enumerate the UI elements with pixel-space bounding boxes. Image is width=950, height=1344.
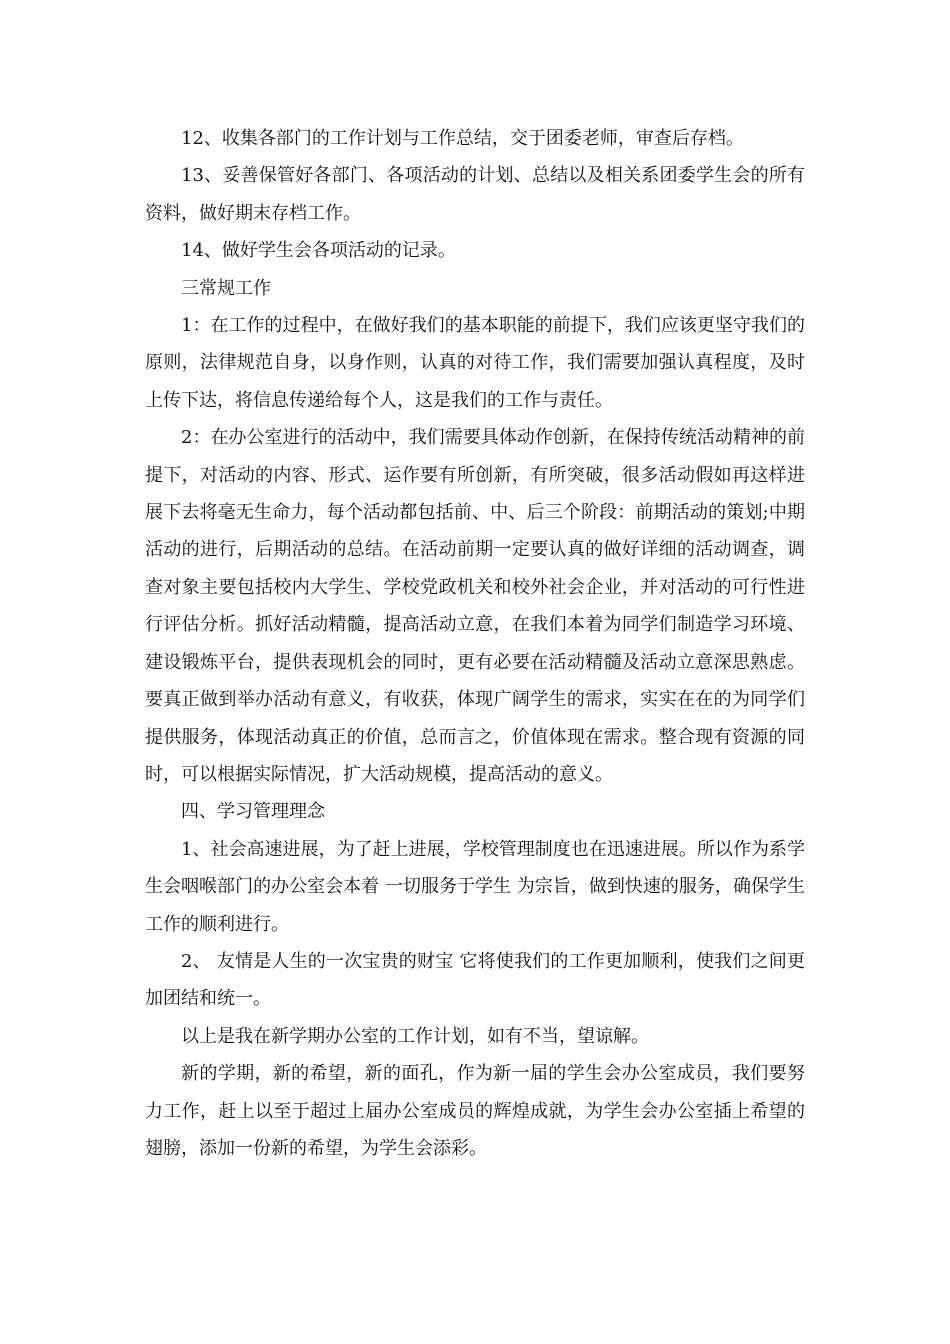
paragraph-item-13: 13、妥善保管好各部门、各项活动的计划、总结以及相关系团委学生会的所有资料，做好期末存档工作。 xyxy=(145,165,805,224)
section-heading-management-concept: 四、学习管理理念 xyxy=(181,801,325,823)
paragraph-closing-note: 以上是我在新学期办公室的工作计划，如有不当，望谅解。 xyxy=(181,1025,649,1047)
paragraph-routine-1: 1：在工作的过程中，在做好我们的基本职能的前提下，我们应该更坚守我们的原则，法律规范自身，以身作则，认真的对待工作，我们需要加强认真程度，及时上传下达，将信息传递给每个人，这是我们的工作与责任。 xyxy=(145,315,805,411)
document-body xyxy=(145,120,805,1167)
paragraph-concept-1: 1、社会高速进展，为了赶上进展，学校管理制度也在迅速进展。所以作为系学生会咽喉部门的办公室会本着 一切服务于学生 为宗旨，做到快速的服务，确保学生工作的顺利进行。 xyxy=(145,838,805,935)
paragraph-item-14: 14、做好学生会各项活动的记录。 xyxy=(181,240,456,262)
paragraph-item-12: 12、收集各部门的工作计划与工作总结，交于团委老师，审查后存档。 xyxy=(181,128,744,149)
paragraph-routine-2: 2：在办公室进行的活动中，我们需要具体动作创新，在保持传统活动精神的前提下，对活动的内容、形式、运作要有所创新，有所突破，很多活动假如再这样进展下去将毫无生命力，每个活动都包括前、中、后三个阶段：前期活动的策划;中期活动的进行，后期活动的总结。在活动前期一定要认真的做好详细的活动调查，调查对象主要包括校内大学生、学校党政机关和校外社会企业，并对活动的可行性进行评估分析。抓好活动精髓，提高活动立意，在我们本着为同学们制造学习环境、建设锻炼平台，提供表现机会的同时，更有必要在活动精髓及活动立意深思熟虑。要真正做到举办活动有意义，有收获，体现广阔学生的需求，实实在在的为同学们提供服务，体现活动真正的价值，总而言之，价值体现在需求。整合现有资源的同时，可以根据实际情况，扩大活动规模，提高活动的意义。 xyxy=(145,427,805,785)
paragraph-concept-2: 2、 友情是人生的一次宝贵的财宝 它将使我们的工作更加顺利，使我们之间更加团结和统一。 xyxy=(145,950,805,1010)
section-heading-routine-work: 三常规工作 xyxy=(181,277,271,299)
paragraph-closing-outlook: 新的学期，新的希望，新的面孔，作为新一届的学生会办公室成员，我们要努力工作，赶上以至于超过上届办公室成员的辉煌成就，为学生会办公室插上希望的翅膀，添加一份新的希望，为学生会添彩。 xyxy=(145,1063,805,1159)
